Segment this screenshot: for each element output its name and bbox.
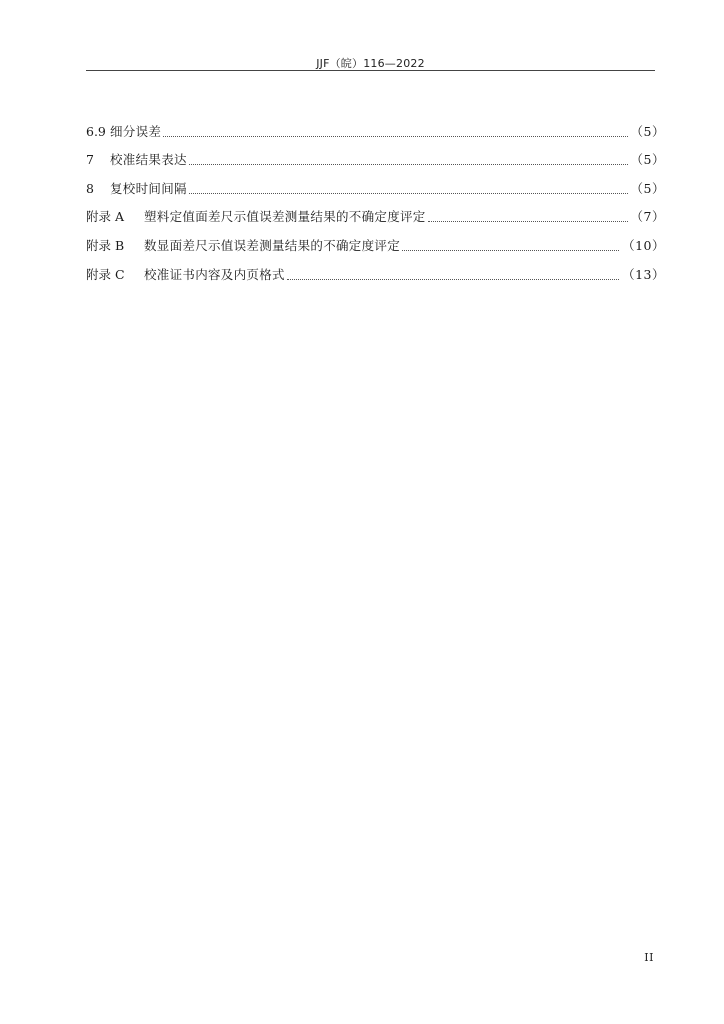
toc-entry-page: （5）	[630, 123, 665, 139]
toc-entry-number: 附录 B	[86, 237, 125, 253]
toc-entry[interactable]	[86, 225, 665, 254]
toc-entry-title: 校准结果表达	[110, 152, 187, 168]
table-of-contents	[86, 111, 665, 283]
toc-entry-number: 7	[86, 152, 94, 168]
standard-code: JJF（皖）116—2022	[316, 57, 425, 70]
page-number: II	[644, 951, 654, 964]
dot-leader	[428, 220, 628, 222]
toc-entry-title: 塑料定值面差尺示值误差测量结果的不确定度评定	[144, 209, 426, 225]
toc-entry-page: （13）	[622, 266, 665, 282]
dot-leader	[402, 249, 619, 251]
toc-entry[interactable]	[86, 140, 665, 169]
toc-entry-number: 附录 C	[86, 266, 125, 282]
toc-entry-page: （5）	[630, 152, 665, 168]
dot-leader	[189, 192, 628, 194]
toc-entry-title: 复校时间间隔	[110, 180, 187, 196]
dot-leader	[287, 278, 619, 280]
toc-entry-title: 校准证书内容及内页格式	[144, 266, 285, 282]
toc-entry-number: 附录 A	[86, 209, 125, 225]
toc-entry[interactable]	[86, 254, 665, 283]
toc-entry-number: 8	[86, 180, 94, 196]
toc-entry-page: （7）	[630, 209, 665, 225]
toc-entry-number: 6.9	[86, 123, 106, 139]
toc-entry-page: （5）	[630, 180, 665, 196]
toc-entry[interactable]	[86, 197, 665, 226]
toc-entry[interactable]	[86, 168, 665, 197]
toc-entry-page: （10）	[622, 237, 665, 253]
page-header	[86, 52, 655, 71]
dot-leader	[189, 163, 628, 165]
toc-entry[interactable]	[86, 111, 665, 140]
dot-leader	[163, 135, 627, 137]
toc-entry-title: 细分误差	[110, 123, 162, 139]
toc-entry-title: 数显面差尺示值误差测量结果的不确定度评定	[144, 237, 401, 253]
